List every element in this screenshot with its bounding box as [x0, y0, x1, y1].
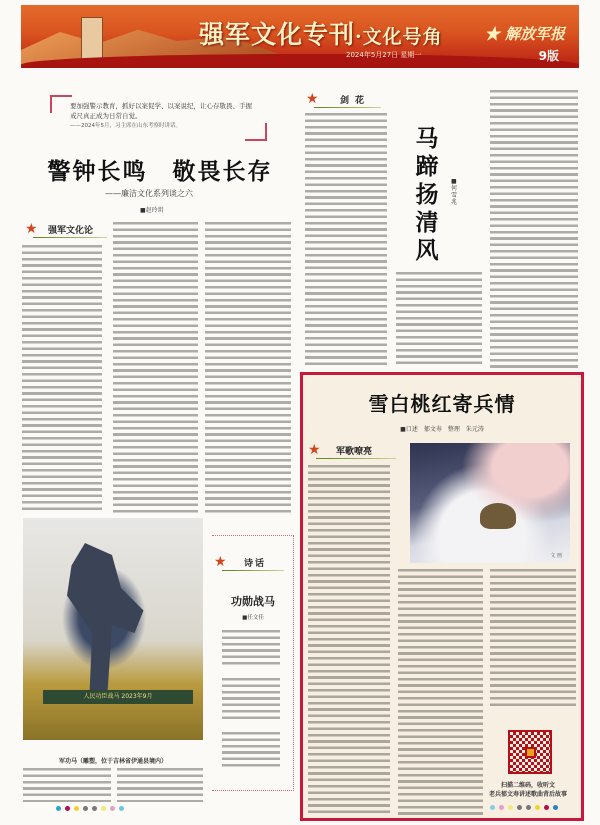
lead-subtitle: ——廉洁文化系列谈之六: [105, 189, 193, 198]
newspaper-logo: ★ 解放军报: [484, 25, 565, 43]
pull-quote: [50, 95, 267, 137]
soldier-figure: [480, 503, 516, 529]
horse-statue: [58, 543, 148, 693]
feature-byline: ■何雪兆: [451, 178, 458, 206]
boxed-column-2: [398, 569, 483, 815]
boxed-article-byline: ■口述 郁文寿 整理 朱元涛: [400, 426, 484, 433]
section-header-qiangjun: ★ 强军文化论: [25, 222, 107, 238]
star-icon: ★: [25, 221, 38, 237]
registration-dots-right: [490, 805, 558, 810]
qr-logo-icon: [525, 747, 536, 758]
lead-headline: 警钟长鸣 敬畏长存: [47, 159, 273, 185]
registration-dots-left: [56, 806, 124, 811]
issue-date: 2024年5月27日 星期一: [346, 51, 422, 59]
boxed-column-3: [490, 569, 576, 709]
horse-statue-photo: [23, 518, 203, 740]
photo-text-column-2: [117, 768, 203, 802]
star-icon: ★: [214, 554, 227, 570]
poem-title: 功勋战马: [231, 595, 275, 608]
star-icon: ★: [306, 91, 319, 107]
great-wall-tower-illustration: [81, 17, 103, 62]
star-icon: ★: [308, 442, 321, 458]
poem-stanza-3: [222, 732, 280, 770]
snow-soldier-painting: [410, 443, 570, 563]
quote-source: ——2024年5月，习主席在山东考察时讲话。: [70, 123, 181, 129]
poem-stanza-1: [222, 630, 280, 668]
masthead-banner: [21, 5, 579, 68]
section-header-junge: ★ 军歌嘹亮: [308, 443, 396, 459]
feature-column-1: [305, 113, 387, 368]
lead-byline: ■赵玲玥: [140, 207, 164, 214]
lead-article-column-3: [205, 222, 291, 513]
section-header-poetry: ★ 诗话: [214, 555, 284, 571]
photo-caption: 军功马（雕塑，位于吉林省伊通县境内）: [58, 758, 167, 765]
lead-article-column-2: [113, 222, 198, 513]
lead-article-column-1: [22, 245, 102, 513]
photo-text-column-1: [23, 768, 111, 802]
section-header-jianhua: ★ 剑花: [306, 92, 381, 108]
poem-byline: ■任文佳: [242, 615, 264, 621]
qr-caption: 扫描二维码，收听文 老兵郁文寿讲述歌曲背后故事: [488, 782, 567, 798]
feature-column-2: [396, 272, 482, 368]
boxed-article-title: 雪白桃红寄兵情: [368, 392, 516, 416]
quote-text: 要加强警示教育，抓好以案促学、以案说纪，让心存敬畏、手握戒尺真正成为日常自觉。: [70, 102, 252, 120]
boxed-column-1: [308, 465, 390, 815]
boxed-article: [300, 372, 584, 821]
qr-code[interactable]: [508, 730, 552, 774]
page-number: 9版: [538, 49, 559, 63]
feature-vertical-title: 马蹄扬清风: [415, 125, 439, 264]
statue-plaque: 人民功臣战马 2023年9月: [43, 690, 193, 704]
section-title: 强军文化专刊·文化号角: [199, 20, 443, 49]
feature-column-3: [490, 90, 578, 368]
poem-stanza-2: [222, 678, 280, 723]
painting-signature: 文 画: [550, 553, 562, 559]
